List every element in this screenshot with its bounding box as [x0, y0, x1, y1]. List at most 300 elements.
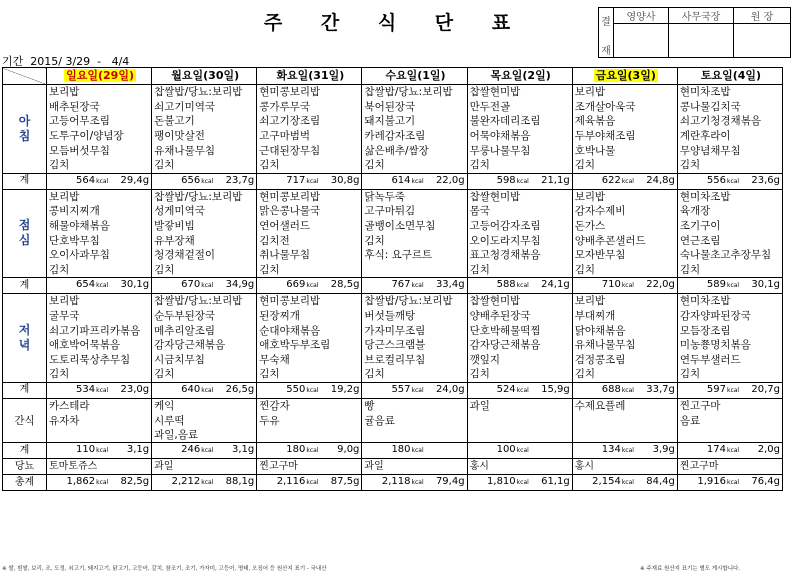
approval-box [598, 7, 791, 58]
meal-total-row [3, 443, 783, 459]
protein-value: 22,0g [435, 174, 465, 186]
kcal-number: 556 [706, 174, 726, 186]
menu-item: 찹쌀현미밥 [467, 189, 572, 204]
menu-item: 깻잎지 [467, 353, 572, 368]
kcal-number: 550 [286, 383, 306, 395]
meal-row [3, 323, 783, 338]
protein-value: 88,1g [225, 476, 255, 488]
menu-item: 김치 [257, 263, 362, 278]
day-header-label: 토요일(4일) [700, 69, 762, 82]
menu-item: 보리밥 [47, 189, 152, 204]
meal-row [3, 428, 783, 443]
kcal-unit: kcal [411, 177, 424, 185]
kcal-value [154, 443, 213, 458]
meal-row [3, 129, 783, 144]
protein-value: 24,8g [646, 174, 675, 186]
meal-row [3, 85, 783, 100]
menu-item: 찹쌀현미밥 [467, 85, 572, 100]
kcal-value [575, 174, 634, 189]
menu-item: 도토리묵상추무침 [47, 353, 152, 368]
approval-role-director: 원 장 [734, 8, 791, 24]
menu-item: 김치 [677, 263, 782, 278]
kcal-unit: kcal [96, 447, 109, 455]
approval-role-dietitian: 영양사 [614, 8, 669, 24]
menu-item: 발갛비빔 [152, 219, 257, 234]
kcal-number: 670 [181, 279, 201, 291]
kcal-number: 588 [496, 279, 516, 291]
menu-item: 메추리알조림 [152, 323, 257, 338]
menu-item: 과일,음료 [152, 428, 257, 443]
menu-item: 후식: 요구르트 [362, 248, 467, 263]
menu-item: 찹쌀밥/당뇨:보리밥 [362, 294, 467, 309]
kcal-number: 2,118 [381, 476, 411, 488]
menu-item [362, 428, 467, 443]
protein-value: 3,9g [652, 444, 675, 456]
menu-item: 근대된장무침 [257, 143, 362, 158]
kcal-unit: kcal [726, 282, 740, 290]
menu-item: 모자반무침 [572, 248, 677, 263]
menu-item: 조개살아욱국 [572, 100, 677, 115]
grand-total-row [3, 475, 783, 491]
protein-value: 76,4g [751, 476, 780, 488]
kcal-number: 1,862 [66, 476, 96, 488]
kcal-value [49, 475, 108, 490]
menu-item: 닭야채볶음 [572, 323, 677, 338]
diabetes-item: 토마토쥬스 [47, 459, 152, 475]
kcal-number: 100 [496, 444, 516, 456]
meal-total-row [3, 173, 783, 189]
menu-item: 김치 [257, 367, 362, 382]
protein-value: 19,2g [330, 383, 360, 395]
menu-item: 보리밥 [572, 189, 677, 204]
kcal-number: 598 [496, 174, 516, 186]
menu-item: 맑은콩나물국 [257, 204, 362, 219]
menu-item: 쇠고기미역국 [152, 100, 257, 115]
kcal-unit: kcal [306, 447, 319, 455]
menu-item: 도투구이/양념장 [47, 129, 152, 144]
menu-item: 유부장채 [152, 233, 257, 248]
meal-row [3, 100, 783, 115]
menu-item: 감자당근채볶음 [467, 338, 572, 353]
menu-item: 수제요플레 [572, 398, 677, 413]
menu-item: 제육볶음 [572, 114, 677, 129]
approval-sign-director[interactable] [734, 24, 791, 58]
kcal-unit: kcal [96, 479, 109, 487]
kcal-unit: kcal [201, 447, 214, 455]
menu-item: 유채나물무침 [572, 338, 677, 353]
menu-item: 양배추된장국 [467, 309, 572, 324]
menu-item [677, 428, 782, 443]
menu-item: 단호박무침 [47, 233, 152, 248]
total-cell [362, 173, 467, 189]
kcal-unit: kcal [306, 479, 319, 487]
menu-item: 김치 [362, 367, 467, 382]
menu-item: 현미콩보리밥 [257, 85, 362, 100]
total-cell [47, 475, 152, 491]
menu-item: 무룽나물무침 [467, 143, 572, 158]
corner-cell [3, 68, 47, 85]
kcal-number: 174 [706, 444, 726, 456]
total-cell [47, 278, 152, 294]
diabetes-item: 홍시 [572, 459, 677, 475]
kcal-number: 180 [286, 444, 306, 456]
meal-row [3, 248, 783, 263]
approval-sign-manager[interactable] [669, 24, 734, 58]
diabetes-item: 과일 [362, 459, 467, 475]
menu-item: 순두부된장국 [152, 309, 257, 324]
kcal-unit: kcal [726, 177, 740, 185]
menu-item: 오이사과무침 [47, 248, 152, 263]
kcal-unit: kcal [96, 177, 109, 185]
menu-item: 애호박두부조림 [257, 338, 362, 353]
protein-value: 87,5g [330, 476, 360, 488]
menu-item: 단호박해물떡찜 [467, 323, 572, 338]
menu-item: 계란후라이 [677, 129, 782, 144]
protein-value: 23,7g [225, 174, 255, 186]
menu-item: 김치 [47, 367, 152, 382]
day-header-label: 화요일(31일) [276, 69, 345, 82]
menu-item: 보리밥 [47, 85, 152, 100]
menu-item: 만두전골 [467, 100, 572, 115]
menu-item: 현미차조밥 [677, 85, 782, 100]
kcal-unit: kcal [621, 479, 634, 487]
total-label: 계 [3, 173, 47, 189]
menu-item: 부대찌개 [572, 309, 677, 324]
menu-item: 고등어무조림 [47, 114, 152, 129]
kcal-unit: kcal [516, 479, 529, 487]
total-cell [257, 443, 362, 459]
kcal-value [259, 278, 318, 293]
menu-item: 삶은배추/쌈장 [362, 143, 467, 158]
kcal-value [470, 278, 529, 293]
kcal-unit: kcal [726, 447, 740, 455]
period-label: 기간 2015/ 3/29 - 4/4 [2, 55, 130, 68]
meal-row [3, 219, 783, 234]
kcal-value [680, 174, 739, 189]
meal-total-row [3, 382, 783, 398]
menu-item: 순대야채볶음 [257, 323, 362, 338]
menu-item: 고구마튀김 [362, 204, 467, 219]
kcal-number: 767 [391, 279, 411, 291]
menu-item: 무숙채 [257, 353, 362, 368]
protein-value: 30,8g [330, 174, 360, 186]
total-cell [152, 278, 257, 294]
menu-item: 돼지불고기 [362, 114, 467, 129]
menu-item: 연어샐러드 [257, 219, 362, 234]
protein-value: 3,1g [126, 444, 150, 456]
day-header [257, 68, 362, 85]
menu-item: 배추된장국 [47, 100, 152, 115]
menu-item: 미농쭁명치볶음 [677, 338, 782, 353]
menu-item: 호박나물 [572, 143, 677, 158]
diabetes-label: 당뇨 [3, 459, 47, 475]
kcal-unit: kcal [201, 386, 214, 394]
protein-value: 15,9g [541, 383, 570, 395]
menu-item [362, 263, 467, 278]
kcal-value [49, 383, 108, 398]
menu-item: 김치전 [257, 233, 362, 248]
day-header [467, 68, 572, 85]
meal-row [3, 189, 783, 204]
total-cell [677, 443, 782, 459]
kcal-unit: kcal [201, 177, 214, 185]
protein-value: 24,1g [541, 279, 570, 291]
diabetes-item: 홍시 [467, 459, 572, 475]
menu-item: 쇠고기장조림 [257, 114, 362, 129]
meal-label [3, 294, 47, 383]
kcal-unit: kcal [621, 386, 634, 394]
menu-item: 현미콩보리밥 [257, 189, 362, 204]
total-cell [467, 382, 572, 398]
menu-item: 연근조림 [677, 233, 782, 248]
meal-total-row [3, 278, 783, 294]
total-cell [677, 475, 782, 491]
menu-item: 김치 [572, 158, 677, 173]
menu-item: 버섯들깨탕 [362, 309, 467, 324]
protein-value: 34,9g [225, 279, 255, 291]
total-cell [257, 382, 362, 398]
meal-label-char: 침 [18, 128, 31, 143]
protein-value: 79,4g [435, 476, 465, 488]
meal-row [3, 143, 783, 158]
menu-item: 찹쌀밥/당뇨:보리밥 [362, 85, 467, 100]
kcal-number: 710 [601, 279, 621, 291]
meal-label-char: 심 [18, 233, 31, 248]
menu-item: 양배추콘샐러드 [572, 233, 677, 248]
menu-item: 고구마범벅 [257, 129, 362, 144]
meal-label-char: 아 [18, 113, 31, 128]
menu-item: 카레감자조림 [362, 129, 467, 144]
menu-item: 김치 [572, 263, 677, 278]
protein-value: 29,4g [120, 174, 150, 186]
day-header [362, 68, 467, 85]
total-label: 계 [3, 278, 47, 294]
kcal-value [364, 278, 423, 293]
kcal-value [575, 475, 634, 490]
kcal-value [49, 443, 108, 458]
day-header [572, 68, 677, 85]
kcal-number: 2,116 [276, 476, 306, 488]
day-header-label: 수요일(1일) [385, 69, 446, 82]
kcal-value [575, 278, 634, 293]
kcal-number: 1,916 [697, 476, 726, 488]
kcal-number: 688 [601, 383, 621, 395]
kcal-value [680, 443, 739, 458]
menu-item [257, 428, 362, 443]
menu-item: 김치 [467, 367, 572, 382]
menu-item: 시루떡 [152, 413, 257, 428]
meal-row [3, 353, 783, 368]
kcal-number: 589 [706, 279, 726, 291]
total-cell [572, 443, 677, 459]
total-cell [47, 382, 152, 398]
total-cell [152, 443, 257, 459]
menu-item [467, 428, 572, 443]
menu-item: 애호박어묵볶음 [47, 338, 152, 353]
menu-item [467, 413, 572, 428]
kcal-value [470, 383, 529, 398]
menu-item: 육개장 [677, 204, 782, 219]
menu-item [47, 428, 152, 443]
kcal-unit: kcal [516, 282, 529, 290]
menu-item: 북어된장국 [362, 100, 467, 115]
kcal-number: 2,154 [592, 476, 621, 488]
menu-item: 김치 [362, 233, 467, 248]
menu-item: 콩가루무국 [257, 100, 362, 115]
kcal-unit: kcal [411, 447, 424, 455]
menu-item: 찹쌀밥/당뇨:보리밥 [152, 294, 257, 309]
menu-item: 찐고구마 [677, 398, 782, 413]
menu-item: 가자미무조림 [362, 323, 467, 338]
diabetes-item: 과일 [152, 459, 257, 475]
total-cell [572, 475, 677, 491]
page-title: 주 간 식 단 표 [263, 12, 527, 34]
kcal-unit: kcal [516, 177, 529, 185]
kcal-unit: kcal [411, 282, 424, 290]
menu-item: 콩비지찌개 [47, 204, 152, 219]
menu-item: 카스테라 [47, 398, 152, 413]
menu-item: 표고청경채볶음 [467, 248, 572, 263]
menu-item: 검정콩조림 [572, 353, 677, 368]
kcal-number: 564 [76, 174, 96, 186]
menu-item: 두부야채조림 [572, 129, 677, 144]
menu-item: 감자수제비 [572, 204, 677, 219]
total-cell [362, 382, 467, 398]
total-cell [572, 278, 677, 294]
kcal-value [259, 475, 318, 490]
menu-item: 감자양파된장국 [677, 309, 782, 324]
total-cell [467, 475, 572, 491]
meal-row [3, 367, 783, 382]
kcal-unit: kcal [621, 447, 634, 455]
day-header [677, 68, 782, 85]
menu-item: 성게미역국 [152, 204, 257, 219]
menu-item: 취나물무침 [257, 248, 362, 263]
total-cell [362, 475, 467, 491]
kcal-number: 534 [76, 383, 96, 395]
day-header-label: 일요일(29일) [66, 69, 134, 82]
kcal-value [364, 475, 423, 490]
kcal-number: 524 [496, 383, 516, 395]
menu-item: 김치 [152, 367, 257, 382]
menu-item: 콩나물김치국 [677, 100, 782, 115]
diabetes-item: 찐고구마 [257, 459, 362, 475]
menu-item: 무양념채무침 [677, 143, 782, 158]
kcal-unit: kcal [96, 282, 109, 290]
menu-item: 고등어감자조림 [467, 219, 572, 234]
total-label: 계 [3, 382, 47, 398]
kcal-number: 654 [76, 279, 96, 291]
menu-item: 김치 [677, 367, 782, 382]
menu-item: 쇠고기파프리카볶음 [47, 323, 152, 338]
menu-item: 조기구이 [677, 219, 782, 234]
menu-item: 현미차조밥 [677, 294, 782, 309]
meal-row [3, 398, 783, 413]
kcal-value [154, 174, 213, 189]
menu-item: 유자차 [47, 413, 152, 428]
kcal-unit: kcal [306, 386, 319, 394]
total-label: 계 [3, 443, 47, 459]
menu-item: 음료 [677, 413, 782, 428]
protein-value: 3,1g [232, 444, 255, 456]
kcal-number: 622 [601, 174, 621, 186]
day-header-label: 목요일(2일) [490, 69, 551, 82]
menu-item: 청경채겉절이 [152, 248, 257, 263]
diabetes-item: 찐고구마 [677, 459, 782, 475]
total-cell [152, 475, 257, 491]
menu-item: 찹쌀밥/당뇨:보리밥 [152, 189, 257, 204]
kcal-unit: kcal [621, 177, 634, 185]
menu-item: 과일 [467, 398, 572, 413]
meal-label-char: 간식 [14, 414, 35, 427]
protein-value: 26,5g [225, 383, 255, 395]
menu-item: 김치 [467, 263, 572, 278]
kcal-value [259, 383, 318, 398]
protein-value: 82,5g [120, 476, 150, 488]
kcal-value [259, 443, 318, 458]
menu-item: 김치 [152, 263, 257, 278]
protein-value: 21,1g [541, 174, 570, 186]
menu-item: 케익 [152, 398, 257, 413]
day-header [152, 68, 257, 85]
kcal-value [154, 383, 213, 398]
meal-row [3, 263, 783, 278]
menu-item: 시금치무침 [152, 353, 257, 368]
kcal-unit: kcal [201, 282, 214, 290]
kcal-number: 1,810 [487, 476, 516, 488]
kcal-unit: kcal [306, 177, 319, 185]
kcal-number: 669 [286, 279, 306, 291]
weekly-menu-table [2, 67, 783, 491]
total-cell [467, 443, 572, 459]
menu-item: 김치 [47, 158, 152, 173]
menu-item: 감자당근채볶음 [152, 338, 257, 353]
menu-item: 보리밥 [572, 294, 677, 309]
total-cell [677, 278, 782, 294]
day-header [47, 68, 152, 85]
menu-item: 찹쌀현미밥 [467, 294, 572, 309]
menu-item: 김치 [152, 158, 257, 173]
menu-item: 당근스크램블 [362, 338, 467, 353]
approval-side-top: 결 [601, 16, 611, 28]
protein-value: 33,7g [646, 383, 675, 395]
protein-value: 30,1g [751, 279, 780, 291]
kcal-number: 557 [391, 383, 411, 395]
meal-row [3, 413, 783, 428]
approval-role-manager: 사무국장 [669, 8, 734, 24]
kcal-value [364, 174, 423, 189]
kcal-value [154, 475, 213, 490]
menu-item: 보리밥 [47, 294, 152, 309]
diabetes-row [3, 459, 783, 475]
kcal-number: 246 [181, 444, 201, 456]
protein-value: 30,1g [120, 279, 150, 291]
protein-value: 22,0g [646, 279, 675, 291]
menu-item: 김치 [257, 158, 362, 173]
menu-item: 모듬버섯무침 [47, 143, 152, 158]
kcal-unit: kcal [411, 479, 424, 487]
menu-item: 찹쌀밥/당뇨:보리밥 [152, 85, 257, 100]
kcal-value [575, 443, 634, 458]
total-cell [152, 173, 257, 189]
protein-value: 20,7g [751, 383, 780, 395]
day-header-label: 월요일(30일) [171, 69, 240, 82]
kcal-unit: kcal [96, 386, 109, 394]
kcal-value [49, 278, 108, 293]
kcal-value [470, 443, 529, 458]
approval-sign-dietitian[interactable] [614, 24, 669, 58]
menu-item: 두유 [257, 413, 362, 428]
